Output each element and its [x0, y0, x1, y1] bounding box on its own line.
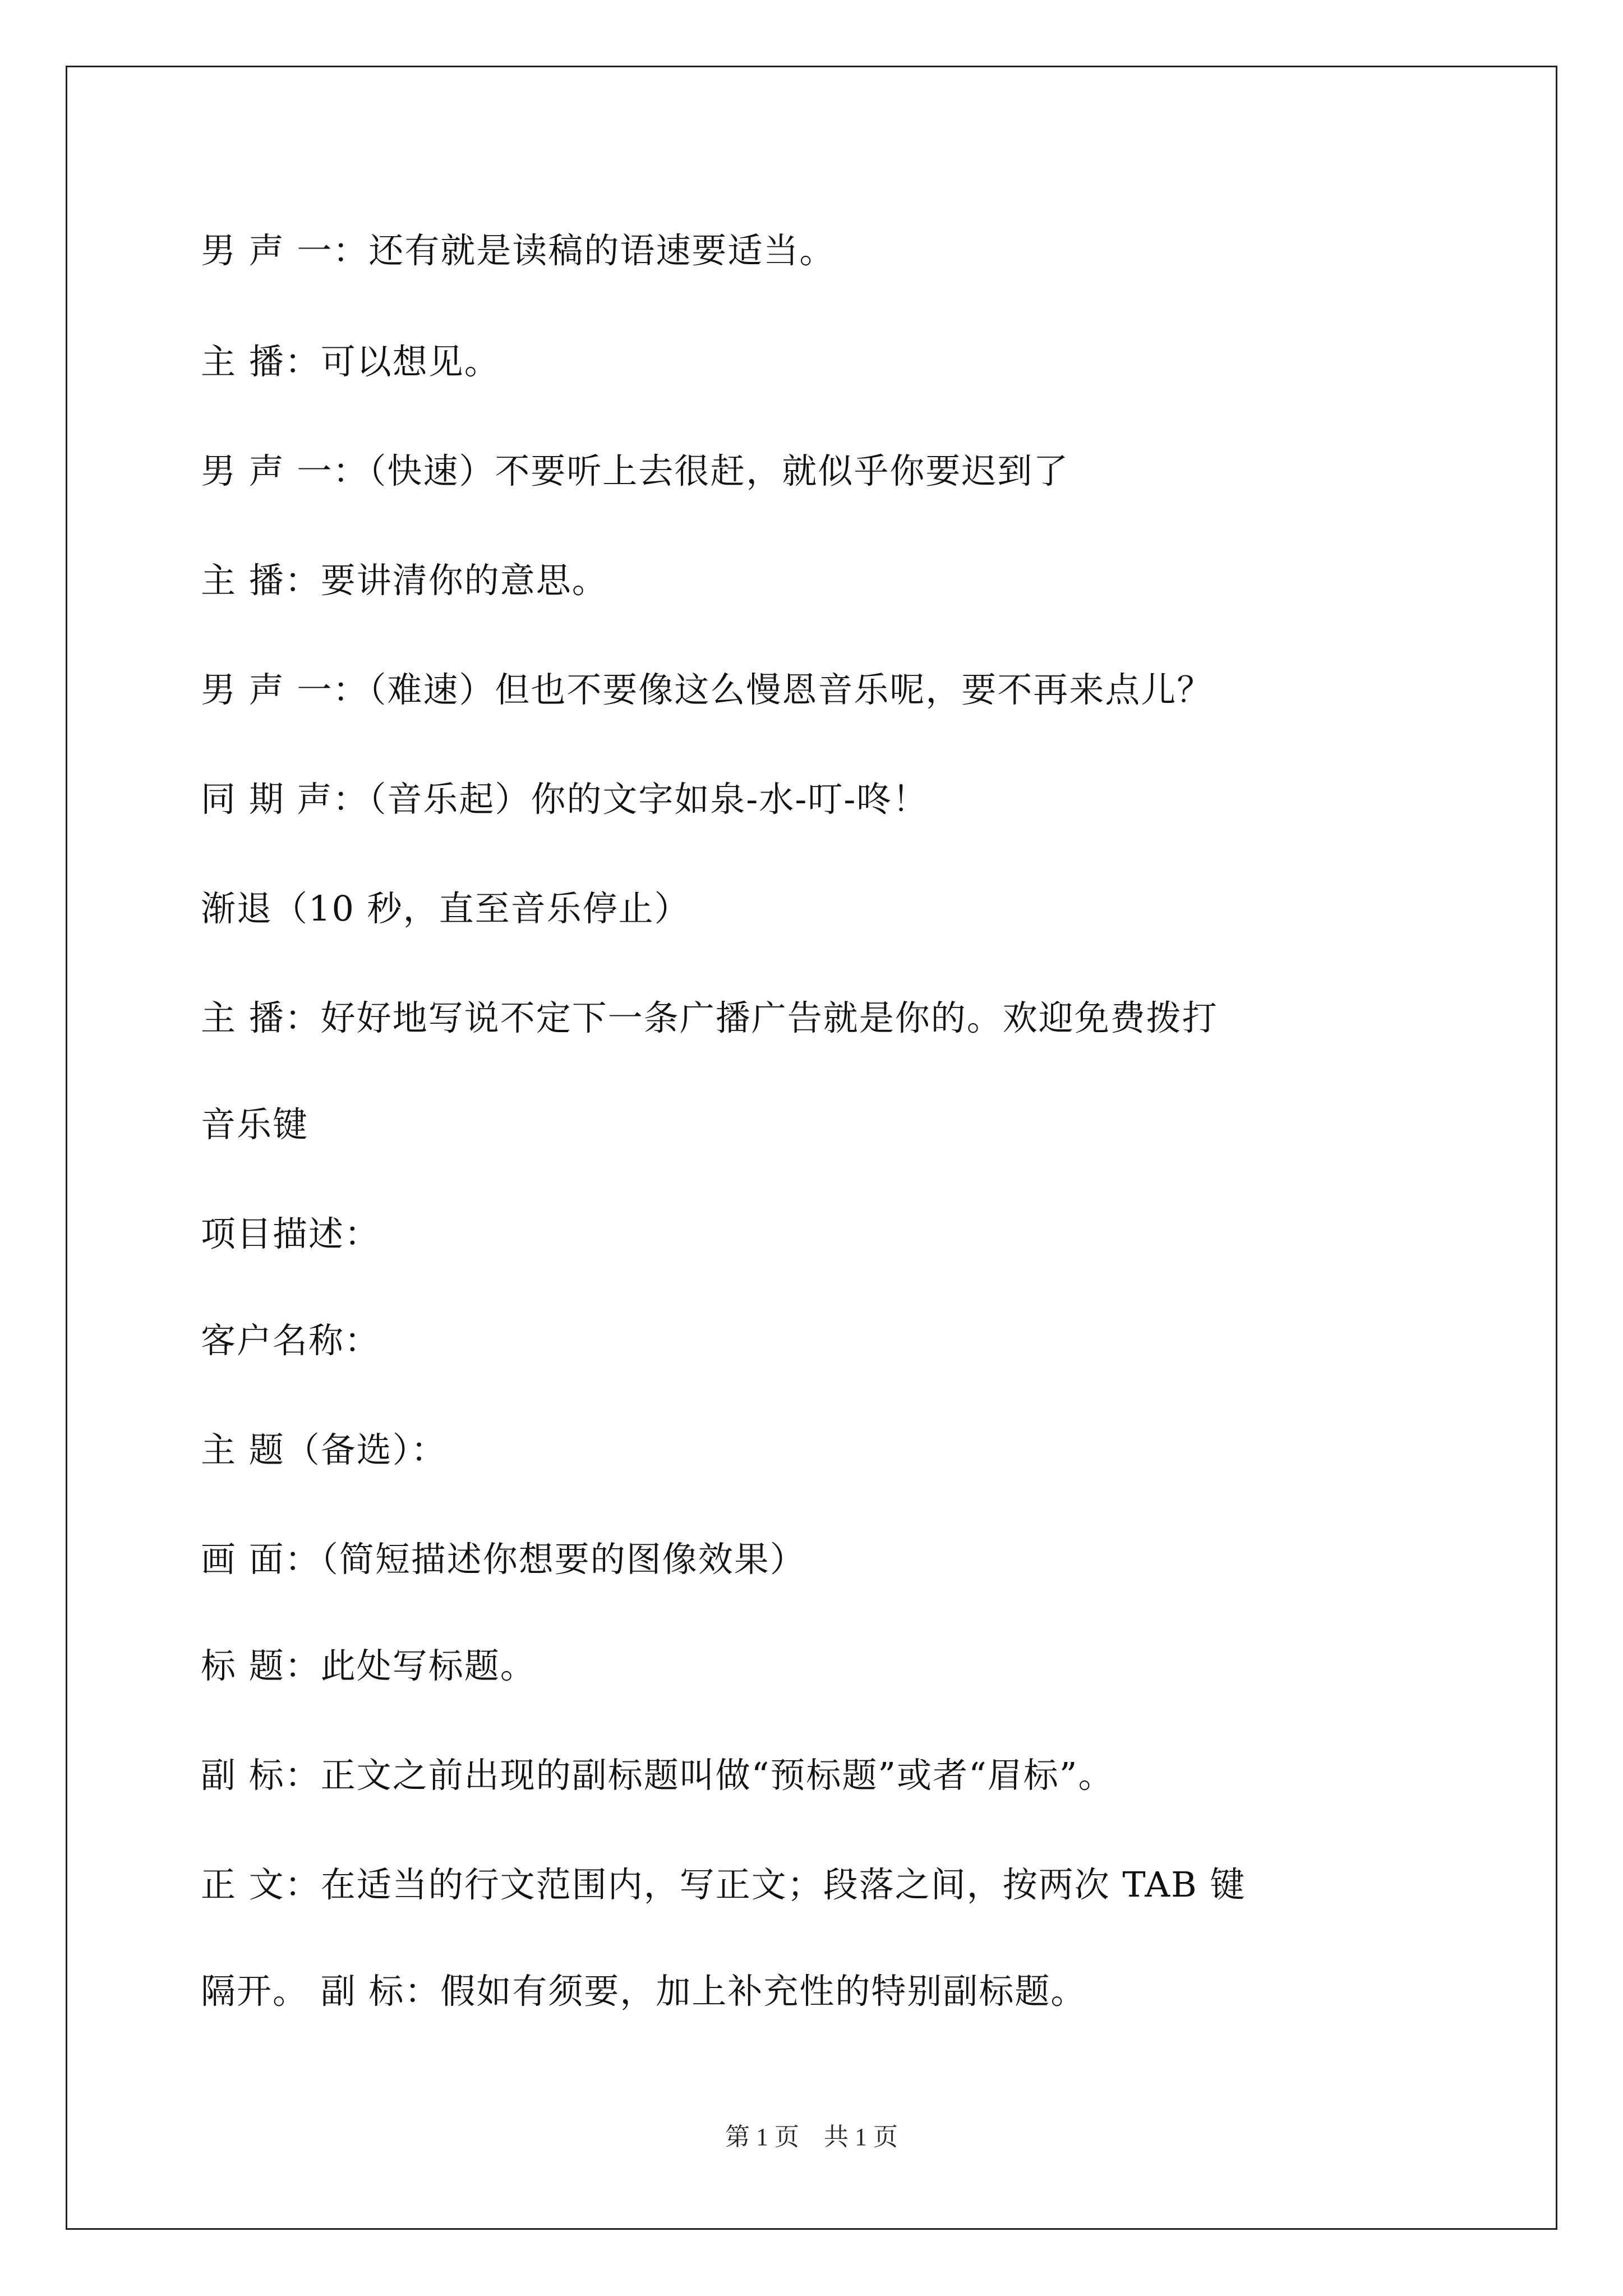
page-footer: 第 1 页 共 1 页 [725, 2123, 898, 2151]
text-line-5: 男 声 一：（难速）但也不要像这么慢恩音乐呢，要不再来点儿？ [201, 669, 1213, 710]
text-line-11: 客户名称： [201, 1320, 381, 1361]
text-line-13: 画 面：（简短描述你想要的图像效果） [201, 1539, 806, 1580]
text-line-8: 主 播：好好地写说不定下一条广播广告就是你的。欢迎免费拨打 [201, 997, 1218, 1038]
text-line-16: 正 文：在适当的行文范围内，写正文；段落之间，按两次 TAB 键 [201, 1864, 1246, 1905]
text-line-12: 主 题（备选）： [201, 1429, 447, 1470]
text-line-1: 男 声 一：还有就是读稿的语速要适当。 [201, 230, 836, 271]
text-line-10: 项目描述： [201, 1213, 381, 1254]
text-line-2: 主 播：可以想见。 [201, 341, 500, 382]
text-line-4: 主 播：要讲清你的意思。 [201, 560, 608, 601]
text-line-3: 男 声 一：（快速）不要听上去很赶，就似乎你要迟到了 [201, 450, 1069, 491]
text-line-17: 隔开。 副 标：假如有须要，加上补充性的特别副标题。 [201, 1971, 1087, 2012]
text-line-15: 副 标：正文之前出现的副标题叫做“预标题”或者“眉标”。 [201, 1755, 1114, 1796]
text-line-6: 同 期 声：（音乐起）你的文字如泉-水-叮-咚！ [201, 779, 929, 820]
text-line-9: 音乐键 [201, 1104, 309, 1145]
text-line-14: 标 题：此处写标题。 [201, 1645, 536, 1686]
text-line-7: 渐退（10 秒，直至音乐停止） [201, 888, 690, 929]
